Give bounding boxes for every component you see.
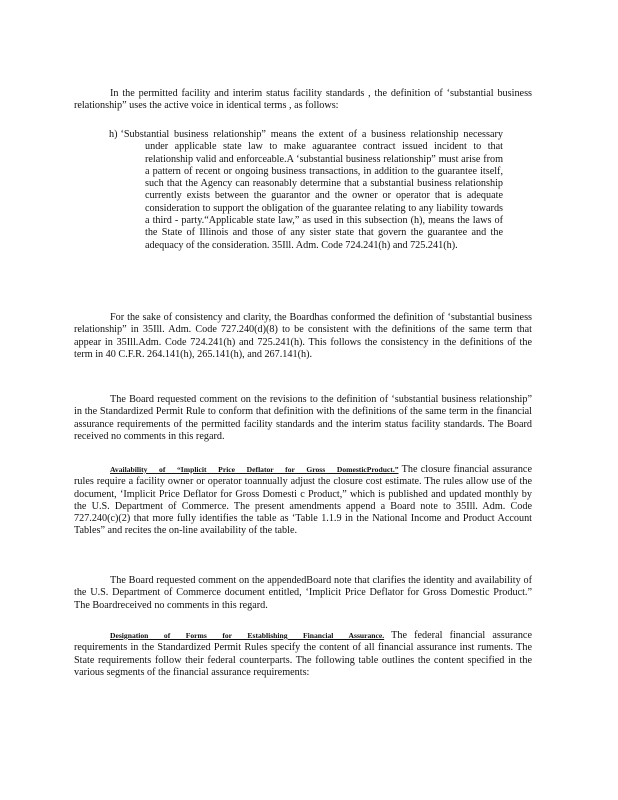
- forms-heading: Designation of Forms for Establishing Financial Assurance.: [110, 631, 385, 640]
- comment-paragraph: The Board requested comment on the revisions to the definition of ‘substantial business relationship” in the Standardized Permit Rule to conform that definition with the definitions of the same term in the financial assurance requirements of the permitted facility standards and the interim status facility standards. The Board received no comments in this regard.: [74, 394, 532, 442]
- deflator-text: The closure financial assurance rules require a facility owner or operator toannually adjust the closure cost estimate. The rules allow use of the document, ‘Implicit Price Deflator for Gross Domesti c Product,” which is published and updated monthly by the U.S. Department of Commerce. The present amendments append a Board note to 35Ill. Adm. Code 727.240(c)(2) that more fully identifies the table as ‘Table 1.1.9 in the National Income and Product Account Tables” and recites the on-line availability of the table.: [74, 464, 532, 537]
- consistency-paragraph: For the sake of consistency and clarity, the Boardhas conformed the definition of ‘substantial business relationship” in 35Ill. Adm. Code 727.240(d)(8) to be consistent with the definitions of the same term that appear in 35Ill.Adm. Code 724.241(h) and 725.241(h). This follows the consistency in the definitions of the term in 40 C.F.R. 264.141(h), 265.141(h), and 267.141(h).: [74, 312, 532, 360]
- deflator-heading: Availability of “Implicit Price Deflator for Gross DomesticProduct.”: [110, 465, 399, 474]
- definition-h: [109, 129, 503, 252]
- deflator-paragraph: [74, 464, 532, 538]
- forms-text: The federal financial assurance requirements in the Standardized Permit Rules specify the content of all financial assurance inst ruments. The State requirements follow their federal counterparts. The following table outlines the content specified in the various segments of the financial assurance requirements:: [74, 630, 532, 678]
- definition-text: ‘Substantial business relationship” means the extent of a business relationship necessary under applicable state law to make aguarantee contract issued incident to that relationship valid and enforceable.A ‘substantial business relationship” must arise from a pattern of recent or ongoing business transactions, in addition to the guarantee itself, such that the Agency can reasonably determine that a substantial business relationship currently exists between the guarantor and the owner or operator that is adequate consideration to support the obligation of the guarantee relating to any liability towards a third - party.“Applicable state law,” as used in this subsection (h), means the laws of the State of Illinois and those of any sister state that govern the guarantee and the adequacy of the consideration. 35Ill. Adm. Code 724.241(h) and 725.241(h).: [120, 129, 503, 251]
- definition-label: h): [109, 129, 118, 140]
- intro-paragraph: In the permitted facility and interim status facility standards , the definition of ‘substantial business relationship” uses the active voice in identical terms , as follows:: [74, 88, 532, 112]
- forms-paragraph: [74, 630, 532, 679]
- appended-note-paragraph: The Board requested comment on the appendedBoard note that clarifies the identity and availability of the U.S. Department of Commerce document entitled, ‘Implicit Price Deflator for Gross Domestic Product.” The Boardreceived no comments in this regard.: [74, 575, 532, 611]
